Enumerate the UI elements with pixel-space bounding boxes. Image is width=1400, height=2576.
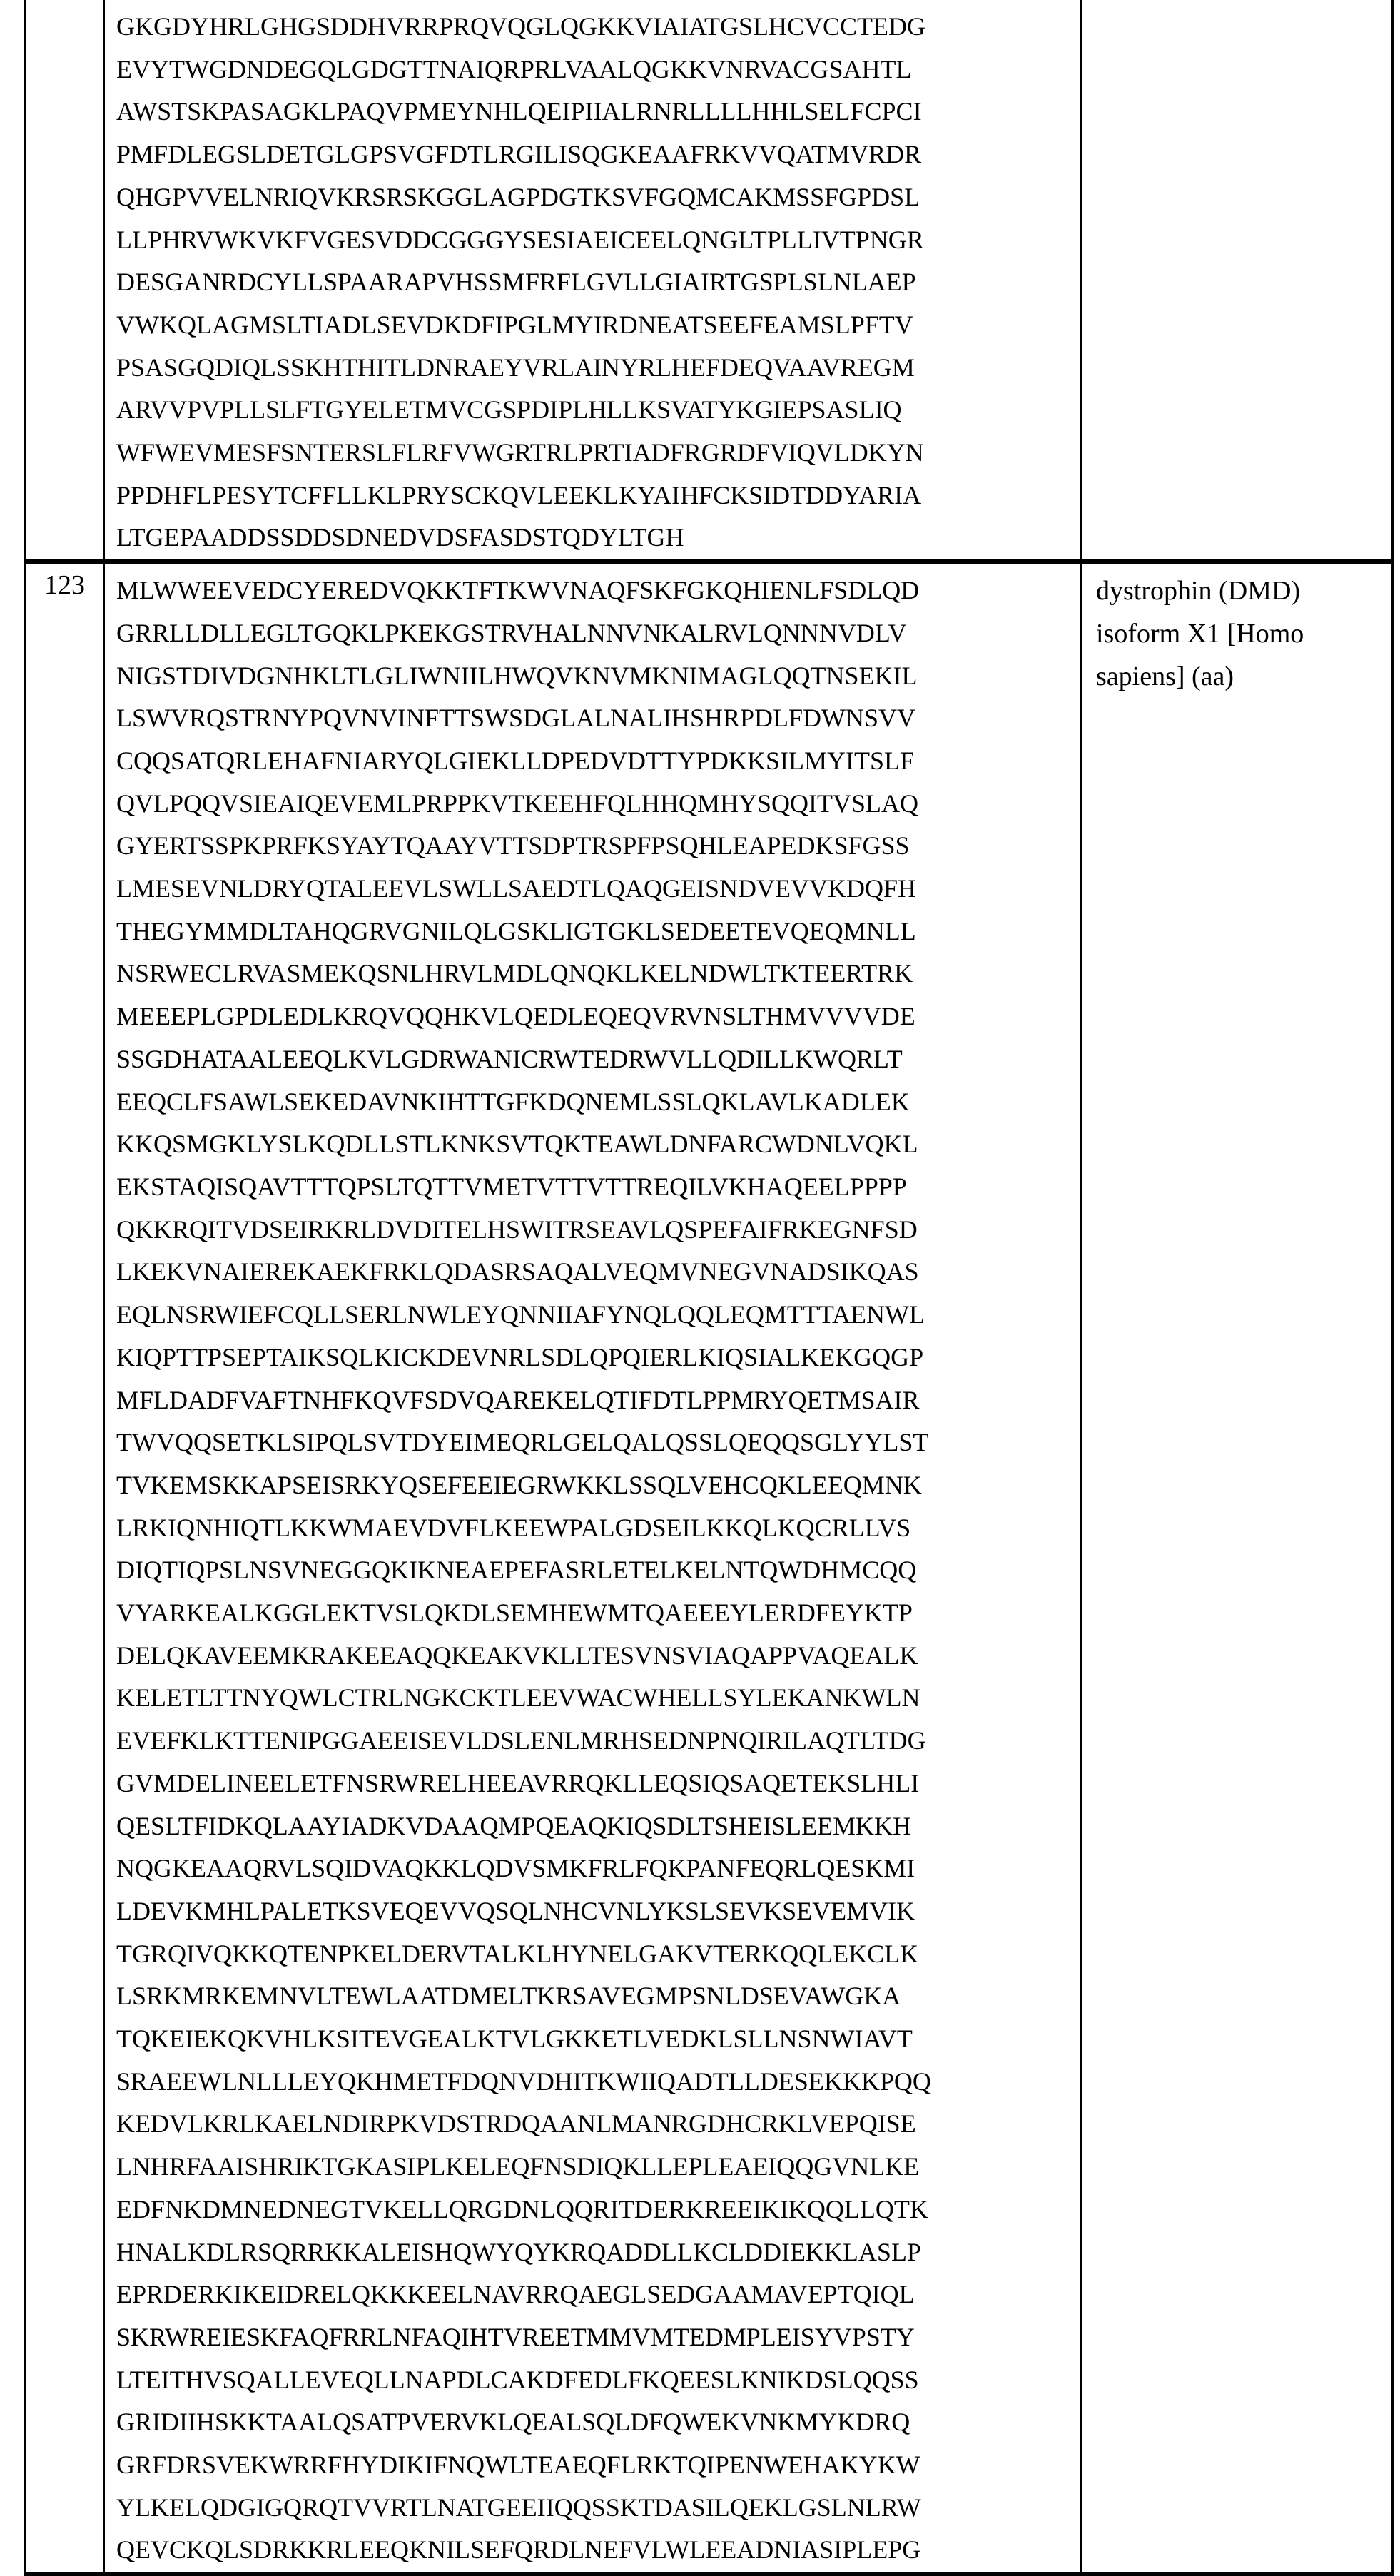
- sequence-line: QEVCKQLSDRKKRLEEQKNILSEFQRDLNEFVLWLEEADNIASIPLEPG: [116, 2529, 1074, 2572]
- sequence-line: KIQPTTPSEPTAIKSQLKICKDEVNRLSDLQPQIERLKIQSIALKEKGQGP: [116, 1337, 1074, 1379]
- sequence-line: GYERTSSPKPRFKSYAYTQAAYVTTSDPTRSPFPSQHLEAPEDKSFGSS: [116, 825, 1074, 868]
- sequence-line: NSRWECLRVASMEKQSNLHRVLMDLQNQKLKELNDWLTKTEERTRK: [116, 953, 1074, 995]
- sequence-line: DESGANRDCYLLSPAARAPVHSSMFRFLGVLLGIAIRTGSPLSLNLAEP: [116, 261, 1074, 304]
- sequence-line: QVLPQQVSIEAIQEVEMLPRPPKVTKEEHFQLHHQMHYSQQITVSLAQ: [116, 783, 1074, 826]
- sequence-line: NIGSTDIVDGNHKLTLGLIWNIILHWQVKNVMKNIMAGLQQTNSEKIL: [116, 655, 1074, 698]
- sequence-line: CQQSATQRLEHAFNIARYQLGIEKLLDPEDVDTTYPDKKSILMYITSLF: [116, 740, 1074, 783]
- sequence-number-cell: 123: [26, 564, 105, 2572]
- sequence-line: GKGDYHRLGHGSDDHVRRPRQVQGLQGKKVIAIATGSLHCVCCTEDG: [116, 6, 1074, 49]
- sequence-line: DIQTIQPSLNSVNEGGQKIKNEAEPEFASRLETELKELNTQWDHMCQQ: [116, 1549, 1074, 1592]
- sequence-line: LLPHRVWKVKFVGESVDDCGGGYSESIAEICEELQNGLTPLLIVTPNGR: [116, 219, 1074, 262]
- sequence-line: AWSTSKPASAGKLPAQVPMEYNHLQEIPIIALRNRLLLLHHLSELFCPCI: [116, 91, 1074, 133]
- sequence-line: LKEKVNAIEREKAEKFRKLQDASRSAQALVEQMVNEGVNADSIKQAS: [116, 1251, 1074, 1294]
- sequence-line: GRRLLDLLEGLTGQKLPKEKGSTRVHALNNVNKALRVLQNNNVDLV: [116, 612, 1074, 655]
- sequence-line: LNHRFAAISHRIKTGKASIPLKELEQFNSDIQKLLEPLEAEIQQGVNLKE: [116, 2146, 1074, 2189]
- sequence-number-cell: [26, 0, 105, 559]
- description-cell: [1082, 0, 1391, 559]
- sequence-line: PPDHFLPESYTCFFLLKLPRYSCKQVLEEKLKYAIHFCKSIDTDDYARIA: [116, 475, 1074, 517]
- sequence-table: [24, 0, 1394, 2576]
- table-row: [24, 564, 1394, 2576]
- sequence-line: QESLTFIDKQLAAYIADKVDAAQMPQEAQKIQSDLTSHEISLEEMKKH: [116, 1805, 1074, 1848]
- sequence-line: LTGEPAADDSSDDSDNEDVDSFASDSTQDYLTGH: [116, 517, 1074, 559]
- sequence-line: YLKELQDGIGQRQTVVRTLNATGEEIIQQSSKTDASILQEKLGSLNLRW: [116, 2487, 1074, 2530]
- sequence-line: KEDVLKRLKAELNDIRPKVDSTRDQAANLMANRGDHCRKLVEPQISE: [116, 2103, 1074, 2146]
- sequence-line: EVEFKLKTTENIPGGAEEISEVLDSLENLMRHSEDNPNQIRILAQTLTDG: [116, 1720, 1074, 1763]
- sequence-line: GRFDRSVEKWRRFHYDIKIFNQWLTEAEQFLRKTQIPENWEHAKYKW: [116, 2444, 1074, 2487]
- sequence-line: PMFDLEGSLDETGLGPSVGFDTLRGILISQGKEAAFRKVVQATMVRDR: [116, 133, 1074, 176]
- sequence-line: VYARKEALKGGLEKTVSLQKDLSEMHEWMTQAEEEYLERDFEYKTP: [116, 1592, 1074, 1635]
- description-cell: [1082, 564, 1391, 2572]
- sequence-line: LSWVRQSTRNYPQVNVINFTTSWSDGLALNALIHSHRPDLFDWNSVV: [116, 697, 1074, 740]
- description-line: isoform X1 [Homo: [1096, 612, 1385, 655]
- sequence-cell: [105, 564, 1082, 2572]
- sequence-cell: [105, 0, 1082, 559]
- sequence-line: TQKEIEKQKVHLKSITEVGEALKTVLGKKETLVEDKLSLLNSNWIAVT: [116, 2018, 1074, 2061]
- sequence-line: EPRDERKIKEIDRELQKKKEELNAVRRQAEGLSEDGAAMAVEPTQIQL: [116, 2273, 1074, 2316]
- sequence-line: TWVQQSETKLSIPQLSVTDYEIMEQRLGELQALQSSLQEQQSGLYYLST: [116, 1421, 1074, 1464]
- sequence-line: GRIDIIHSKKTAALQSATPVERVKLQEALSQLDFQWEKVNKMYKDRQ: [116, 2401, 1074, 2444]
- sequence-line: LRKIQNHIQTLKKWMAEVDVFLKEEWPALGDSEILKKQLKQCRLLVS: [116, 1507, 1074, 1550]
- sequence-line: KKQSMGKLYSLKQDLLSTLKNKSVTQKTEAWLDNFARCWDNLVQKL: [116, 1123, 1074, 1166]
- table-row: [24, 0, 1394, 564]
- sequence-line: LTEITHVSQALLEVEQLLNAPDLCAKDFEDLFKQEESLKNIKDSLQQSS: [116, 2359, 1074, 2402]
- sequence-line: EVYTWGDNDEGQLGDGTTNAIQRPRLVAALQGKKVNRVACGSAHTL: [116, 49, 1074, 91]
- sequence-line: EKSTAQISQAVTTTQPSLTQTTVMETVTTVTTREQILVKHAQEELPPPP: [116, 1166, 1074, 1209]
- sequence-line: PSASGQDIQLSSKHTHITLDNRAEYVRLAINYRLHEFDEQVAAVREGM: [116, 347, 1074, 390]
- sequence-line: TVKEMSKKAPSEISRKYQSEFEEIEGRWKKLSSQLVEHCQKLEEQMNK: [116, 1464, 1074, 1507]
- sequence-line: SKRWREIESKFAQFRRLNFAQIHTVREETMMVMTEDMPLEISYVPSTY: [116, 2316, 1074, 2359]
- sequence-line: NQGKEAAQRVLSQIDVAQKKLQDVSMKFRLFQKPANFEQRLQESKMI: [116, 1847, 1074, 1890]
- sequence-line: MEEEPLGPDLEDLKRQVQQHKVLQEDLEQEQVRVNSLTHMVVVVDE: [116, 995, 1074, 1038]
- sequence-line: LSRKMRKEMNVLTEWLAATDMELTKRSAVEGMPSNLDSEVAWGKA: [116, 1975, 1074, 2018]
- sequence-line: ARVVPVPLLSLFTGYELETMVCGSPDIPLHLLKSVATYKGIEPSASLIQ: [116, 389, 1074, 432]
- sequence-line: LMESEVNLDRYQTALEEVLSWLLSAEDTLQAQGEISNDVEVVKDQFH: [116, 868, 1074, 911]
- sequence-line: SSGDHATAALEEQLKVLGDRWANICRWTEDRWVLLQDILLKWQRLT: [116, 1038, 1074, 1081]
- sequence-line: KELETLTTNYQWLCTRLNGKCKTLEEVWACWHELLSYLEKANKWLN: [116, 1677, 1074, 1720]
- sequence-line: MFLDADFVAFTNHFKQVFSDVQAREKELQTIFDTLPPMRYQETMSAIR: [116, 1379, 1074, 1422]
- sequence-line: MLWWEEVEDCYEREDVQKKTFTKWVNAQFSKFGKQHIENLFSDLQD: [116, 569, 1074, 612]
- sequence-line: VWKQLAGMSLTIADLSEVDKDFIPGLMYIRDNEATSEEFEAMSLPFTV: [116, 304, 1074, 347]
- sequence-line: SRAEEWLNLLLEYQKHMETFDQNVDHITKWIIQADTLLDESEKKKPQQ: [116, 2061, 1074, 2104]
- sequence-line: QHGPVVELNRIQVKRSRSKGGLAGPDGTKSVFGQMCAKMSSFGPDSL: [116, 176, 1074, 219]
- sequence-line: HNALKDLRSQRRKKALEISHQWYQYKRQADDLLKCLDDIEKKLASLP: [116, 2231, 1074, 2274]
- sequence-line: TGRQIVQKKQTENPKELDERVTALKLHYNELGAKVTERKQQLEKCLK: [116, 1933, 1074, 1976]
- sequence-line: LDEVKMHLPALETKSVEQEVVQSQLNHCVNLYKSLSEVKSEVEMVIK: [116, 1890, 1074, 1933]
- sequence-line: EQLNSRWIEFCQLLSERLNWLEYQNNIIAFYNQLQQLEQMTTTAENWL: [116, 1294, 1074, 1337]
- sequence-line: QKKRQITVDSEIRKRLDVDITELHSWITRSEAVLQSPEFAIFRKEGNFSD: [116, 1209, 1074, 1252]
- sequence-line: EDFNKDMNEDNEGTVKELLQRGDNLQQRITDERKREEIKIKQQLLQTK: [116, 2189, 1074, 2231]
- sequence-line: GVMDELINEELETFNSRWRELHEEAVRRQKLLEQSIQSAQETEKSLHLI: [116, 1763, 1074, 1805]
- description-line: sapiens] (aa): [1096, 655, 1385, 698]
- sequence-line: DELQKAVEEMKRAKEEAQQKEAKVKLLTESVNSVIAQAPPVAQEALK: [116, 1635, 1074, 1678]
- description-line: dystrophin (DMD): [1096, 569, 1385, 612]
- sequence-line: THEGYMMDLTAHQGRVGNILQLGSKLIGTGKLSEDEETEVQEQMNLL: [116, 911, 1074, 953]
- sequence-line: WFWEVMESFSNTERSLFLRFVWGRTRLPRTIADFRGRDFVIQVLDKYN: [116, 432, 1074, 475]
- sequence-line: EEQCLFSAWLSEKEDAVNKIHTTGFKDQNEMLSSLQKLAVLKADLEK: [116, 1081, 1074, 1124]
